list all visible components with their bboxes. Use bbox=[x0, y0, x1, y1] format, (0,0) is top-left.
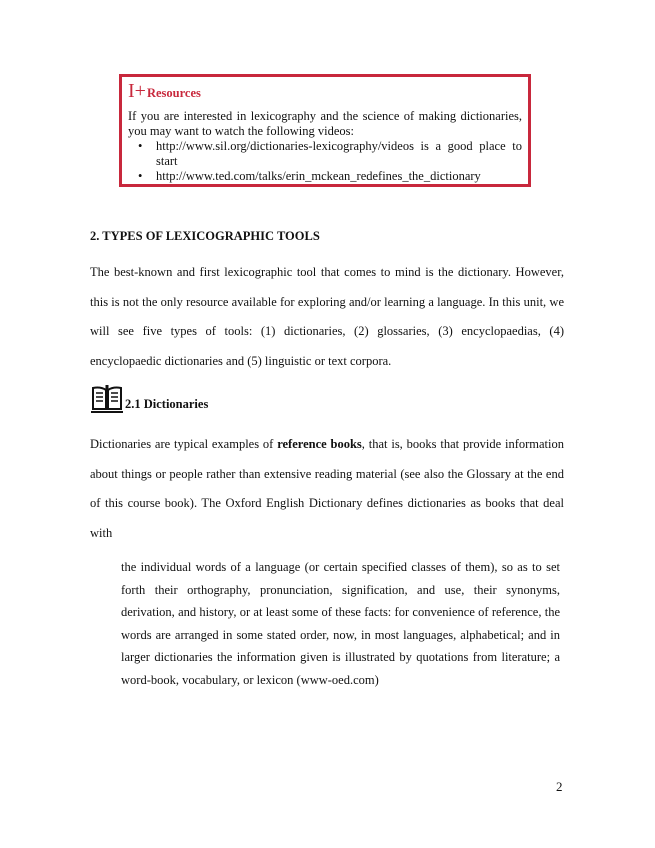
reference-books-term: reference books bbox=[277, 437, 362, 451]
bullet-icon: • bbox=[138, 169, 143, 183]
page-number: 2 bbox=[556, 779, 563, 794]
resources-link[interactable]: http://www.sil.org/dictionaries-lexicography/videos is a good place to start bbox=[156, 139, 522, 168]
resources-title-row bbox=[128, 81, 522, 105]
resources-link-item bbox=[138, 169, 522, 184]
subsection-heading-row bbox=[90, 384, 208, 414]
resources-box bbox=[119, 74, 531, 187]
subsection-heading: 2.1 Dictionaries bbox=[125, 397, 209, 411]
section-paragraph: The best-known and first lexicographic tool that comes to mind is the dictionary. However, this is not the only resource available for exploring and/or learning a language. In this unit, we will see five types of tools: (1) dictionaries, (2) glossaries, (3) encyclopaedias, (4) encyclopaedic dictionaries and (5) linguistic or text corpora. bbox=[90, 265, 564, 368]
paragraph-text: Dictionaries are typical examples of bbox=[90, 437, 278, 451]
resources-link-list bbox=[128, 139, 522, 184]
resources-icon: I+ bbox=[128, 80, 146, 102]
bullet-icon: • bbox=[138, 139, 143, 153]
subsection-paragraph bbox=[90, 430, 564, 548]
resources-link[interactable]: http://www.ted.com/talks/erin_mckean_redefines_the_dictionary bbox=[156, 169, 481, 183]
resources-intro: If you are interested in lexicography and the science of making dictionaries, you may want to watch the following videos: bbox=[128, 109, 522, 138]
paragraph-text: , that is, books that provide information about things or people rather than extensive reading material (see also the Glossary at the end of this course book). The Oxford English Dictionary defines dictionaries as books that deal with bbox=[90, 437, 564, 540]
section-heading: 2. TYPES OF LEXICOGRAPHIC TOOLS bbox=[90, 229, 320, 243]
resources-title: Resources bbox=[146, 86, 201, 100]
book-icon bbox=[90, 384, 124, 414]
resources-link-item bbox=[138, 139, 522, 169]
oed-quotation: the individual words of a language (or certain specified classes of them), so as to set forth their orthography, pronunciation, signification, and use, their synonyms, derivation, and history, or at least some of these facts: for convenience of reference, the words are arranged in some stated order, now, in most languages, alphabetical; and in larger dictionaries the information given is illustrated by quotations from literature; a word-book, vocabulary, or lexicon (www-oed.com) bbox=[121, 560, 560, 687]
